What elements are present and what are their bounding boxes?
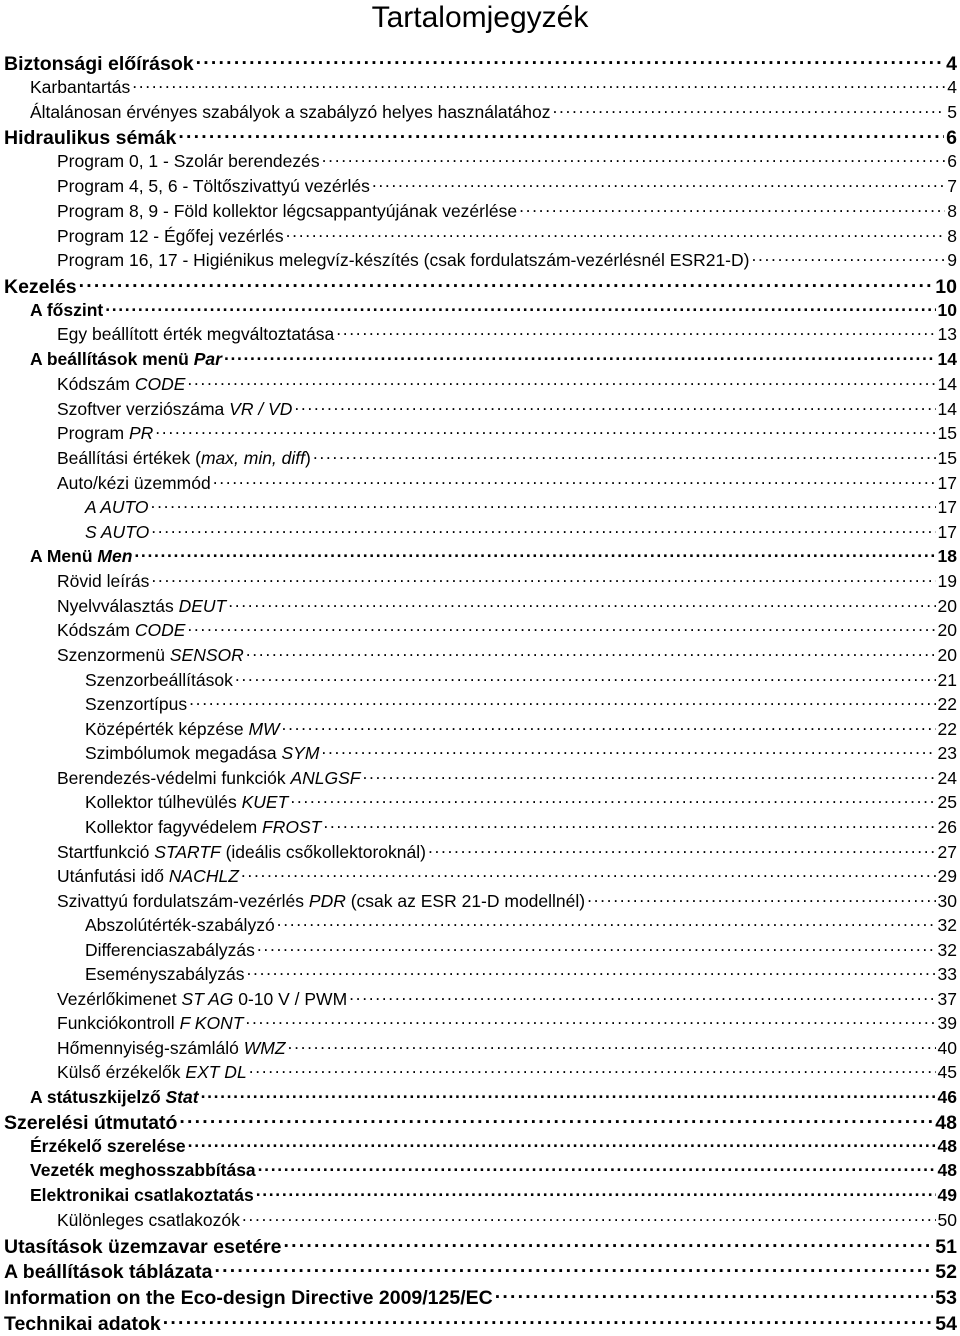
toc-page-number: 48	[937, 1159, 957, 1180]
toc-entry-title: Általánosan érvényes szabályok a szabályzó helyes használatához	[30, 101, 551, 122]
dot-leader	[196, 50, 945, 70]
toc-entry-title: A beállítások táblázata	[4, 1260, 213, 1283]
toc-page-number: 33	[937, 963, 957, 984]
dot-leader	[189, 692, 935, 710]
dot-leader	[587, 889, 935, 907]
toc-entry-title: Vezeték meghosszabbítása	[30, 1159, 256, 1180]
toc-entry[interactable]	[57, 1208, 958, 1230]
toc-entry[interactable]	[57, 322, 958, 344]
dot-leader	[288, 1036, 936, 1054]
dot-leader	[322, 149, 946, 167]
toc-entry-title: A Menü Men	[30, 545, 133, 566]
dot-leader	[277, 913, 936, 931]
toc-entry-title: Abszolútérték-szabályzó	[85, 914, 275, 935]
dot-leader	[313, 446, 936, 464]
toc-entry-title: Beállítási értékek (max, min, diff)	[57, 447, 311, 468]
toc-entry[interactable]	[57, 618, 958, 640]
dot-leader	[372, 174, 945, 192]
toc-entry-title: Szoftver verziószáma VR / VD	[57, 398, 293, 419]
toc-page-number: 10	[935, 275, 957, 298]
toc-entry[interactable]	[4, 1310, 958, 1334]
toc-entry[interactable]	[57, 889, 958, 911]
dot-leader	[213, 471, 936, 489]
toc-page-number: 29	[937, 865, 957, 886]
toc-entry[interactable]	[57, 372, 958, 394]
page-title: Tartalomjegyzék	[371, 1, 589, 34]
toc-entry-title: Szivattyú fordulatszám-vezérlés PDR (csak az ESR 21-D modellnél)	[57, 890, 586, 911]
toc-entry[interactable]	[85, 790, 958, 812]
toc-entry-title: Középérték képzése MW	[85, 718, 280, 739]
toc-page-number: 4	[946, 52, 957, 75]
toc-page-number: 7	[947, 175, 957, 196]
toc-page-number: 39	[937, 1012, 957, 1033]
toc-page-number: 20	[937, 644, 957, 665]
toc-page-number: 17	[937, 521, 957, 542]
dot-leader	[187, 618, 935, 636]
toc-entry-title: Program 8, 9 - Föld kollektor légcsappantyújának vezérlése	[57, 200, 518, 221]
toc-entry[interactable]	[57, 987, 958, 1009]
dot-leader	[495, 1284, 934, 1304]
toc-entry-title: Differenciaszabályzás	[85, 939, 255, 960]
toc-entry-title: A AUTO	[85, 496, 149, 517]
toc-entry[interactable]	[30, 1085, 958, 1107]
toc-entry[interactable]	[30, 1183, 958, 1205]
toc-entry[interactable]	[30, 1134, 958, 1156]
toc-entry[interactable]	[30, 1158, 958, 1180]
toc-entry-title: Kódszám CODE	[57, 373, 186, 394]
dot-leader	[79, 273, 934, 293]
toc-entry-title: S AUTO	[85, 521, 150, 542]
toc-entry[interactable]	[85, 495, 958, 517]
toc-page-number: 32	[937, 914, 957, 935]
toc-page-number: 21	[937, 669, 957, 690]
toc-entry-title: Elektronikai csatlakoztatás	[30, 1184, 254, 1205]
dot-leader	[132, 75, 945, 93]
toc-entry-title: Kollektor túlhevülés KUET	[85, 791, 289, 812]
toc-entry[interactable]	[85, 815, 958, 837]
toc-entry-title: Nyelvválasztás DEUT	[57, 595, 227, 616]
toc-page-number: 37	[937, 988, 957, 1009]
toc-entry-title: Kezelés	[4, 275, 77, 298]
toc-entry-title: Funkciókontroll F KONT	[57, 1012, 244, 1033]
toc-page-number: 14	[937, 348, 957, 369]
toc-page-number: 22	[937, 693, 957, 714]
toc-page-number: 26	[937, 816, 957, 837]
toc-entry[interactable]	[57, 397, 958, 419]
toc-entry-title: Vezérlőkimenet ST AG 0-10 V / PWM	[57, 988, 348, 1009]
toc-page-number: 30	[937, 890, 957, 911]
toc-entry-title: A beállítások menü Par	[30, 348, 222, 369]
dot-leader	[151, 520, 935, 538]
toc-page-number: 48	[935, 1111, 957, 1134]
toc-entry-title: Biztonsági előírások	[4, 52, 194, 75]
toc-page-number: 32	[937, 939, 957, 960]
toc-entry-title: Érzékelő szerelése	[30, 1135, 186, 1156]
toc-page-number: 15	[937, 422, 957, 443]
toc-page-number: 17	[937, 472, 957, 493]
toc-page-number: 15	[937, 447, 957, 468]
toc-entry[interactable]	[57, 643, 958, 665]
toc-entry-title: Szimbólumok megadása SYM	[85, 742, 320, 763]
toc-page-number: 51	[935, 1235, 957, 1258]
toc-page-number: 24	[937, 767, 957, 788]
dot-leader	[235, 668, 936, 686]
toc-entry[interactable]	[57, 1060, 958, 1082]
toc-page-number: 8	[947, 200, 957, 221]
toc-page-number: 48	[937, 1135, 957, 1156]
toc-entry-title: Szenzorbeállítások	[85, 669, 233, 690]
toc-entry[interactable]	[85, 717, 958, 739]
toc-page-number: 19	[937, 570, 957, 591]
toc-entry[interactable]	[4, 1109, 958, 1133]
dot-leader	[224, 347, 936, 365]
toc-page-number: 20	[937, 595, 957, 616]
toc-page-number: 54	[935, 1312, 957, 1335]
toc-page-number: 49	[937, 1184, 957, 1205]
toc-entry-title: Berendezés-védelmi funkciók ANLGSF	[57, 767, 361, 788]
toc-entry-title: Utánfutási idő NACHLZ	[57, 865, 239, 886]
dot-leader	[751, 248, 945, 266]
toc-entry[interactable]	[4, 50, 958, 74]
toc-entry[interactable]	[85, 692, 958, 714]
toc-entry[interactable]	[57, 864, 958, 886]
toc-entry[interactable]	[57, 471, 958, 493]
dot-leader	[245, 1011, 935, 1029]
toc-entry[interactable]	[30, 100, 958, 122]
dot-leader	[349, 987, 935, 1005]
toc-entry-title: Program 0, 1 - Szolár berendezés	[57, 150, 320, 171]
toc-page-number: 50	[937, 1209, 957, 1230]
toc-page-number: 14	[937, 398, 957, 419]
toc-entry-title: Auto/kézi üzemmód	[57, 472, 211, 493]
toc-entry-title: A státuszkijelző Stat	[30, 1086, 199, 1107]
dot-leader	[256, 1183, 936, 1201]
dot-leader	[294, 397, 935, 415]
dot-leader	[257, 938, 936, 956]
toc-entry-title: Program 4, 5, 6 - Töltőszivattyú vezérlés	[57, 175, 370, 196]
toc-entry[interactable]	[30, 347, 958, 369]
toc-entry[interactable]	[57, 446, 958, 468]
toc-page-number: 13	[937, 323, 957, 344]
toc-page-number: 53	[935, 1286, 957, 1309]
toc-entry[interactable]	[85, 962, 958, 984]
toc-page-number: 17	[937, 496, 957, 517]
toc-entry-title: Kódszám CODE	[57, 619, 186, 640]
toc-entry[interactable]	[85, 668, 958, 690]
toc-entry-title: Külső érzékelők EXT DL	[57, 1061, 247, 1082]
toc-entry[interactable]	[30, 75, 958, 97]
toc-page-number: 22	[937, 718, 957, 739]
toc-entry[interactable]	[57, 224, 958, 246]
toc-entry-title: Information on the Eco-design Directive 2009/125/EC	[4, 1286, 493, 1309]
toc-entry-title: Program PR	[57, 422, 154, 443]
toc-entry[interactable]	[57, 199, 958, 221]
toc-entry[interactable]	[57, 1011, 958, 1033]
toc-page-number: 52	[935, 1260, 957, 1283]
dot-leader	[428, 840, 936, 858]
toc-page-number: 45	[937, 1061, 957, 1082]
toc-entry[interactable]	[4, 1284, 958, 1308]
toc-entry[interactable]	[30, 544, 958, 566]
toc-entry[interactable]	[30, 298, 958, 320]
dot-leader	[336, 322, 935, 340]
toc-page-number: 4	[947, 76, 957, 97]
toc-page-number: 10	[937, 299, 957, 320]
dot-leader	[246, 643, 936, 661]
toc-entry-title: A főszint	[30, 299, 104, 320]
toc-entry-title: Program 12 - Égőfej vezérlés	[57, 225, 284, 246]
dot-leader	[519, 199, 945, 217]
toc-page-number: 18	[937, 545, 957, 566]
toc-entry-title: Hidraulikus sémák	[4, 126, 177, 149]
dot-leader	[242, 1208, 936, 1226]
dot-leader	[155, 421, 935, 439]
toc-entry[interactable]	[57, 840, 958, 862]
toc-entry-title: Technikai adatok	[4, 1312, 161, 1335]
toc-entry-title: Karbantartás	[30, 76, 131, 97]
toc-entry[interactable]	[57, 174, 958, 196]
dot-leader	[163, 1310, 934, 1330]
toc-entry[interactable]	[57, 149, 958, 171]
dot-leader	[282, 717, 936, 735]
dot-leader	[290, 790, 935, 808]
toc-entry-title: Hőmennyiség-számláló WMZ	[57, 1037, 286, 1058]
toc-page-number: 14	[937, 373, 957, 394]
toc-entry[interactable]	[4, 124, 958, 148]
dot-leader	[284, 1233, 934, 1253]
dot-leader	[321, 741, 935, 759]
dot-leader	[214, 1258, 933, 1278]
toc-page-number: 20	[937, 619, 957, 640]
dot-leader	[228, 594, 935, 612]
dot-leader	[247, 962, 936, 980]
toc-page-number: 23	[937, 742, 957, 763]
toc-entry[interactable]	[85, 520, 958, 542]
dot-leader	[323, 815, 935, 833]
toc-page-number: 27	[937, 841, 957, 862]
dot-leader	[134, 544, 935, 562]
toc-page-number: 6	[947, 150, 957, 171]
toc-entry[interactable]	[57, 594, 958, 616]
toc-entry-title: Utasítások üzemzavar esetére	[4, 1235, 282, 1258]
toc-page-number: 5	[947, 101, 957, 122]
toc-entry-title: Eseményszabályzás	[85, 963, 245, 984]
toc-entry-title: Kollektor fagyvédelem FROST	[85, 816, 322, 837]
toc-entry-title: Egy beállított érték megváltoztatása	[57, 323, 335, 344]
toc-entry-title: Különleges csatlakozók	[57, 1209, 240, 1230]
dot-leader	[179, 1109, 933, 1129]
toc-entry[interactable]	[57, 421, 958, 443]
toc-entry-title: Szerelési útmutató	[4, 1111, 178, 1134]
dot-leader	[187, 372, 935, 390]
toc-entry-title: Szenzormenü SENSOR	[57, 644, 244, 665]
toc-page-number: 25	[937, 791, 957, 812]
toc-entry-title: Szenzortípus	[85, 693, 188, 714]
toc-entry[interactable]	[85, 913, 958, 935]
toc-entry[interactable]	[57, 569, 958, 591]
toc-entry-title: Startfunkció STARTF (ideális csőkollektoroknál)	[57, 841, 426, 862]
dot-leader	[552, 100, 945, 118]
toc-page-number: 9	[947, 249, 957, 270]
dot-leader	[151, 495, 936, 513]
toc-entry[interactable]	[4, 1258, 958, 1282]
toc-page-number: 8	[947, 225, 957, 246]
toc-entry[interactable]	[4, 273, 958, 297]
dot-leader	[249, 1060, 936, 1078]
dot-leader	[201, 1085, 936, 1103]
toc-page-number: 40	[937, 1037, 957, 1058]
toc-entry[interactable]	[57, 766, 958, 788]
toc-entry-title: Program 16, 17 - Higiénikus melegvíz-készítés (csak fordulatszám-vezérlésnél ESR21-D)	[57, 249, 750, 270]
dot-leader	[362, 766, 935, 784]
toc-entry[interactable]	[85, 938, 958, 960]
dot-leader	[188, 1134, 936, 1152]
dot-leader	[178, 124, 944, 144]
toc-entry[interactable]	[57, 1036, 958, 1058]
dot-leader	[258, 1158, 936, 1176]
dot-leader	[151, 569, 935, 587]
toc-page-number: 6	[946, 126, 957, 149]
toc-page-number: 46	[937, 1086, 957, 1107]
toc-entry[interactable]	[85, 741, 958, 763]
toc-entry[interactable]	[57, 248, 958, 270]
toc-entry[interactable]	[4, 1233, 958, 1257]
dot-leader	[241, 864, 936, 882]
dot-leader	[286, 224, 946, 242]
dot-leader	[105, 298, 935, 316]
toc-entry-title: Rövid leírás	[57, 570, 150, 591]
